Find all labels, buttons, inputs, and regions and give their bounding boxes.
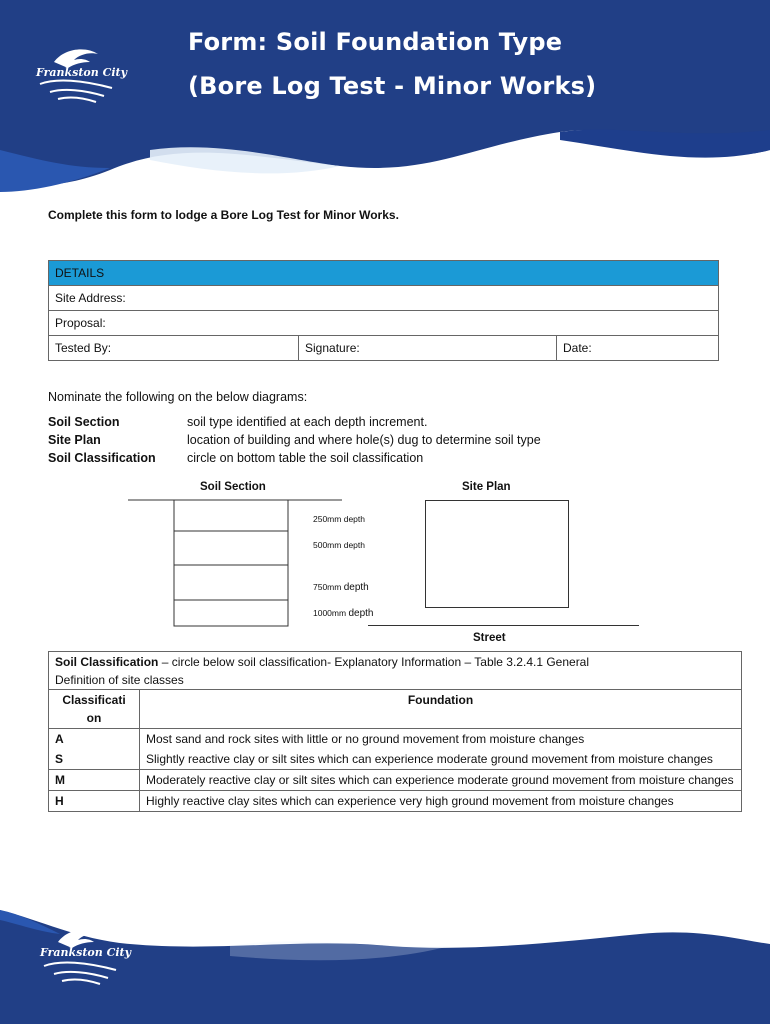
nominate-term: Site Plan — [48, 433, 101, 447]
frankston-city-logo-bottom — [36, 924, 132, 988]
logo-text: Frankston City — [40, 946, 132, 959]
depth-label-1000: 1000mm depth — [313, 608, 374, 619]
class-cell-s[interactable]: S — [49, 749, 140, 770]
site-plan-box[interactable] — [425, 500, 569, 608]
classification-caption: Soil Classification – circle below soil classification- Explanatory Information – Table 3.2.4.1 General Definition of site classes — [49, 652, 742, 690]
column-header-classification: Classificati on — [49, 690, 140, 729]
nominate-item — [48, 433, 541, 447]
class-cell-m[interactable]: M — [49, 770, 140, 791]
street-label: Street — [473, 632, 506, 644]
foundation-cell-h: Highly reactive clay sites which can experience very high ground movement from moisture changes — [140, 791, 742, 812]
nominate-item — [48, 415, 427, 429]
intro-text: Complete this form to lodge a Bore Log Test for Minor Works. — [48, 208, 399, 222]
signature-field[interactable]: Signature: — [299, 336, 557, 361]
details-table — [48, 260, 719, 361]
nominate-desc: location of building and where hole(s) dug to determine soil type — [187, 433, 541, 447]
foundation-cell-a: Most sand and rock sites with little or no ground movement from moisture changes — [140, 729, 742, 750]
nominate-term: Soil Section — [48, 415, 120, 429]
site-plan-label: Site Plan — [462, 481, 511, 493]
proposal-field[interactable]: Proposal: — [49, 311, 719, 336]
depth-label-750: 750mm depth — [313, 582, 369, 593]
site-address-field[interactable]: Site Address: — [49, 286, 719, 311]
bore-hole — [174, 500, 288, 626]
date-field[interactable]: Date: — [557, 336, 719, 361]
depth-label-500: 500mm depth — [313, 540, 365, 550]
soil-section-label: Soil Section — [200, 481, 266, 493]
details-heading: DETAILS — [49, 261, 719, 286]
depth-label-250: 250mm depth — [313, 514, 365, 524]
nominate-item — [48, 451, 423, 465]
nominate-lead: Nominate the following on the below diagrams: — [48, 390, 308, 404]
tested-by-field[interactable]: Tested By: — [49, 336, 299, 361]
title-line-1: Form: Soil Foundation Type — [188, 28, 563, 56]
title-line-2: (Bore Log Test - Minor Works) — [188, 72, 597, 100]
class-cell-a[interactable]: A — [49, 729, 140, 750]
column-header-foundation: Foundation — [140, 690, 742, 729]
nominate-term: Soil Classification — [48, 451, 156, 465]
classification-table — [48, 651, 742, 812]
class-cell-h[interactable]: H — [49, 791, 140, 812]
logo-text: Frankston City — [36, 66, 128, 79]
street-line — [368, 625, 639, 626]
nominate-desc: circle on bottom table the soil classification — [187, 451, 424, 465]
foundation-cell-m: Moderately reactive clay or silt sites which can experience moderate ground movement from moisture changes — [140, 770, 742, 791]
nominate-desc: soil type identified at each depth increment. — [187, 415, 428, 429]
foundation-cell-s: Slightly reactive clay or silt sites which can experience moderate ground movement from moisture changes — [140, 749, 742, 770]
frankston-city-logo-top — [34, 44, 128, 106]
